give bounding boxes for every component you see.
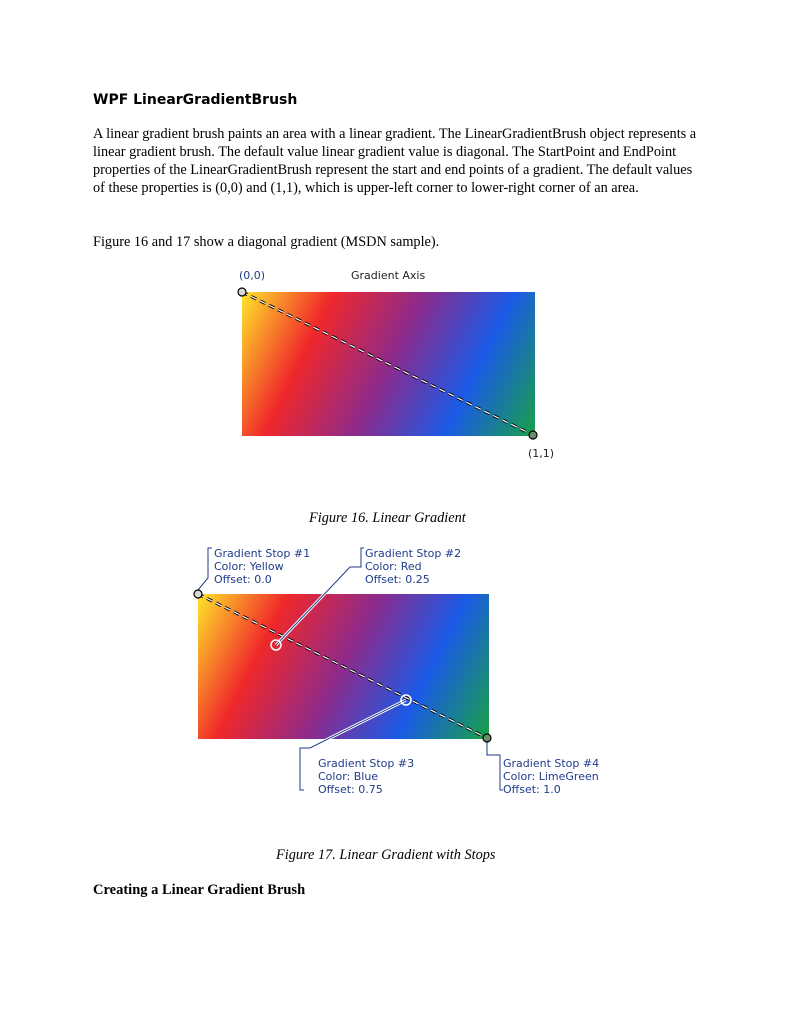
stop-2-label bbox=[365, 547, 461, 586]
document-title: WPF LinearGradientBrush bbox=[93, 92, 298, 108]
intro-paragraph: A linear gradient brush paints an area with a linear gradient. The LinearGradientBrush object represents a linear gradient brush. The default value linear gradient value is diagonal. The StartPoint and EndPoint properties of the LinearGradientBrush represent the start and end points of a gradient. The default values of these properties is (0,0) and (1,1), which is upper-left corner to lower-right corner of an area. bbox=[93, 126, 697, 196]
start-point-label: (0,0) bbox=[239, 269, 266, 282]
stop-3-label bbox=[318, 757, 414, 796]
stop-1-label bbox=[214, 547, 310, 586]
figure-16-linear-gradient bbox=[230, 262, 560, 464]
section-heading: Creating a Linear Gradient Brush bbox=[93, 882, 306, 898]
stop-2-color: Color: Red bbox=[365, 560, 422, 573]
stop-2-title: Gradient Stop #2 bbox=[365, 547, 462, 560]
stop-4-marker bbox=[483, 734, 491, 742]
stop-1-offset: Offset: 0.0 bbox=[214, 573, 272, 586]
figure-17-gradient-stops bbox=[190, 543, 610, 799]
stop-2-offset: Offset: 0.25 bbox=[365, 573, 430, 586]
stop-4-color: Color: LimeGreen bbox=[503, 770, 599, 783]
stop-4-offset: Offset: 1.0 bbox=[503, 783, 561, 796]
figures-intro-paragraph: Figure 16 and 17 show a diagonal gradient (MSDN sample). bbox=[93, 234, 440, 250]
gradient-axis-label: Gradient Axis bbox=[351, 269, 426, 282]
stop-4-label bbox=[503, 757, 599, 796]
stop-1-leader bbox=[198, 548, 212, 590]
stop-1-marker bbox=[194, 590, 202, 598]
end-point-marker bbox=[529, 431, 537, 439]
end-point-label: (1,1) bbox=[528, 447, 555, 460]
stop-1-title: Gradient Stop #1 bbox=[214, 547, 311, 560]
stop-3-offset: Offset: 0.75 bbox=[318, 783, 383, 796]
stop-1-color: Color: Yellow bbox=[214, 560, 284, 573]
stop-3-color: Color: Blue bbox=[318, 770, 379, 783]
figure-17-caption: Figure 17. Linear Gradient with Stops bbox=[276, 847, 496, 863]
stop-4-leader bbox=[487, 742, 503, 790]
stop-3-title: Gradient Stop #3 bbox=[318, 757, 415, 770]
figure-16-caption: Figure 16. Linear Gradient bbox=[309, 510, 466, 526]
stop-4-title: Gradient Stop #4 bbox=[503, 757, 600, 770]
start-point-marker bbox=[238, 288, 246, 296]
